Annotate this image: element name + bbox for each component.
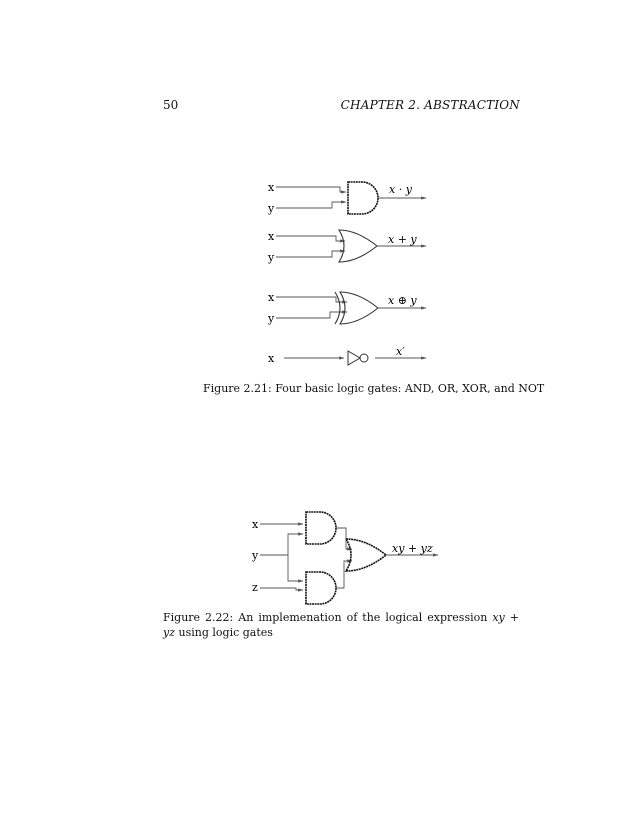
and-input-y-label: y	[268, 202, 275, 215]
figure-2-22-caption-math: xy + yz	[163, 611, 519, 639]
figure-2-22-caption	[163, 610, 519, 640]
and-input-x-label: x	[268, 181, 275, 194]
and-output-label: x · y	[389, 183, 412, 196]
page-number: 50	[163, 98, 179, 112]
xor-gate-symbol	[340, 292, 378, 324]
xor-input-y-wire	[276, 312, 347, 318]
circuit-input-z-label: z	[252, 581, 258, 594]
circuit-input-y-label: y	[252, 549, 259, 562]
and-gate-row	[267, 181, 426, 215]
figure-2-21	[267, 181, 426, 365]
or-output-label: x + y	[388, 233, 417, 246]
or-input-y-label: y	[268, 251, 275, 264]
xor-input-x-label: x	[268, 291, 275, 304]
not-output-label: x′	[396, 345, 405, 358]
circuit-input-x-label: x	[252, 518, 259, 531]
circuit-wire-z	[260, 588, 303, 590]
figure-2-22-caption-suffix: using logic gates	[175, 626, 273, 639]
xor-output-label: x ⊕ y	[388, 294, 417, 307]
or-input-x-label: x	[268, 230, 275, 243]
circuit-wire-y-up	[288, 534, 303, 555]
not-input-x-label: x	[268, 352, 275, 365]
figure-2-22	[251, 512, 438, 604]
not-gate-triangle	[348, 351, 360, 365]
circuit-wire-y-down	[288, 555, 303, 581]
and-input-x-wire	[276, 187, 346, 192]
and-input-y-wire	[276, 202, 346, 208]
not-gate-bubble	[360, 354, 368, 362]
circuit-or-gate	[346, 539, 386, 571]
not-gate-row	[268, 345, 426, 365]
xor-input-y-label: y	[268, 312, 275, 325]
or-gate-symbol	[339, 230, 377, 262]
xor-gate-row	[267, 291, 426, 325]
xor-input-x-wire	[276, 297, 347, 302]
running-head: CHAPTER 2. ABSTRACTION	[340, 98, 520, 112]
circuit-and-gate-bottom	[306, 572, 336, 604]
circuit-and-gate-top	[306, 512, 336, 544]
or-input-x-wire	[276, 236, 345, 241]
and-gate-symbol	[348, 182, 378, 214]
circuit-output-label: xy + yz	[392, 542, 433, 555]
figure-2-21-caption: Figure 2.21: Four basic logic gates: AND, OR, XOR, and NOT	[203, 382, 545, 395]
or-input-y-wire	[276, 251, 345, 257]
figure-2-22-caption-prefix: Figure 2.22: An implemenation of the logical expression	[163, 611, 493, 624]
or-gate-row	[267, 230, 426, 264]
